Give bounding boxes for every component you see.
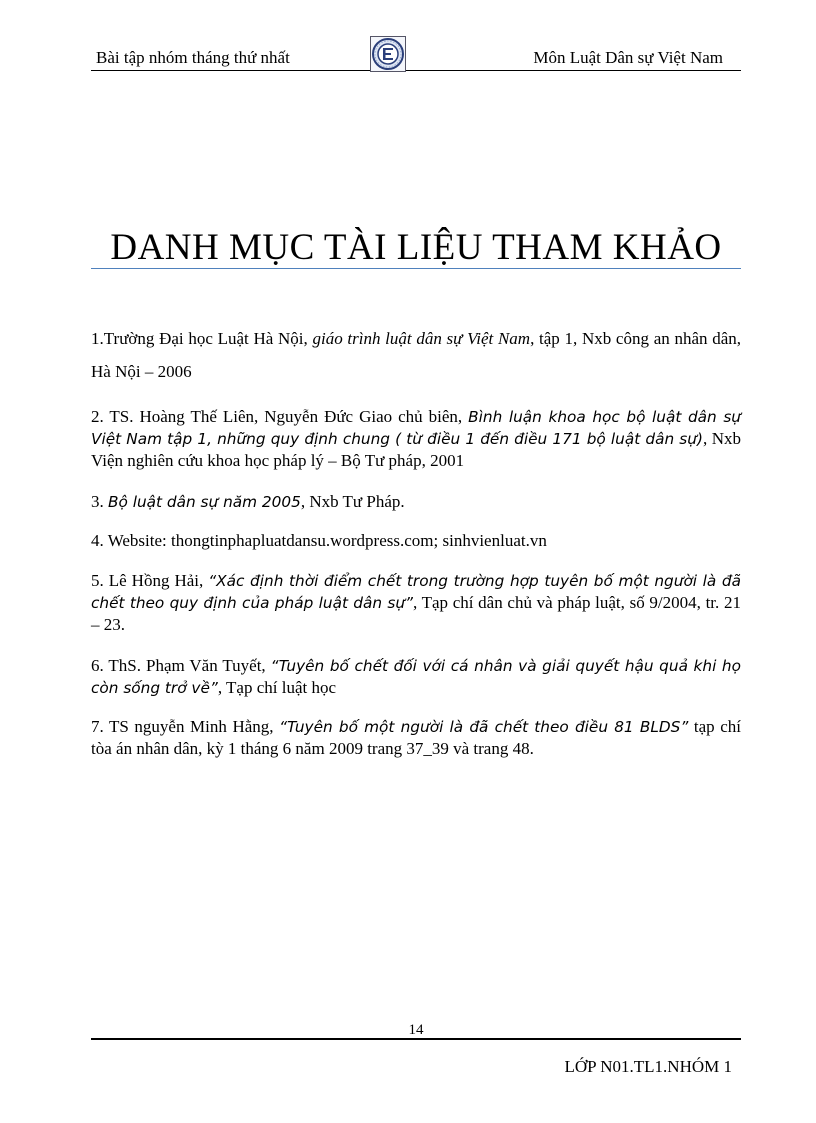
ref-7-suffix: tạp chí tòa án nhân dân, kỳ 1 tháng 6 năm 2009 trang 37_39 và trang 48.: [91, 717, 741, 758]
ref-5-prefix: 5. Lê Hồng Hải,: [91, 571, 209, 590]
ref-6-title: “Tuyên bố chết đối với cá nhân và giải quyết hậu quả khi họ còn sống trở về”: [91, 657, 741, 697]
page-header: [91, 44, 741, 71]
ref-7-prefix: 7. TS nguyễn Minh Hằng,: [91, 717, 280, 736]
footer-class-label: LỚP N01.TL1.NHÓM 1: [564, 1057, 732, 1076]
page-title: DANH MỤC TÀI LIỆU THAM KHẢO: [110, 227, 722, 268]
header-right-text: Môn Luật Dân sự Việt Nam: [533, 48, 723, 67]
reference-item-6: [91, 655, 741, 699]
reference-item-3: [91, 491, 741, 513]
ref-5-title: “Xác định thời điểm chết trong trường hợp tuyên bố một người là đã chết theo quy định của pháp luật dân sự”: [91, 572, 741, 612]
header-left-text: Bài tập nhóm tháng thứ nhất: [96, 48, 290, 67]
ref-1-prefix: 1.Trường Đại học Luật Hà Nội,: [91, 329, 313, 348]
ref-2-title: Bình luận khoa học bộ luật dân sự Việt Nam tập 1, những quy định chung ( từ điều 1 đến điều 171 bộ luật dân sự): [91, 408, 742, 448]
footer-rule: [91, 1038, 741, 1040]
ref-2-suffix: , Nxb Viện nghiên cứu khoa học pháp lý – Bộ Tư pháp, 2001: [91, 429, 741, 470]
reference-item-4: [91, 530, 741, 552]
ref-6-prefix: 6. ThS. Phạm Văn Tuyết,: [91, 656, 271, 675]
ref-7-title: “Tuyên bố một người là đã chết theo điều 81 BLDS”: [279, 718, 689, 736]
ref-3-suffix: , Nxb Tư Pháp.: [300, 492, 405, 511]
page-number: 14: [408, 1022, 424, 1038]
title-underline: [91, 268, 741, 269]
ref-4-text: 4. Website: thongtinphapluatdansu.wordpress.com; sinhvienluat.vn: [91, 531, 547, 550]
ref-5-suffix: , Tạp chí dân chủ và pháp luật, số 9/2004, tr. 21 – 23.: [91, 593, 741, 634]
ref-1-title: giáo trình luật dân sự Việt Nam: [312, 329, 531, 348]
ref-3-title: Bộ luật dân sự năm 2005: [108, 493, 301, 511]
reference-item-2: [91, 406, 741, 472]
ref-3-prefix: 3.: [91, 492, 108, 511]
university-seal-icon: [370, 36, 406, 72]
ref-2-prefix: 2. TS. Hoàng Thế Liên, Nguyễn Đức Giao chủ biên,: [91, 407, 469, 426]
reference-item-5: [91, 570, 741, 636]
reference-item-1: [91, 322, 741, 388]
ref-1-suffix: , tập 1, Nxb công an nhân dân, Hà Nội – 2006: [91, 329, 741, 381]
ref-6-suffix: , Tạp chí luật học: [217, 678, 337, 697]
reference-item-7: [91, 716, 741, 760]
